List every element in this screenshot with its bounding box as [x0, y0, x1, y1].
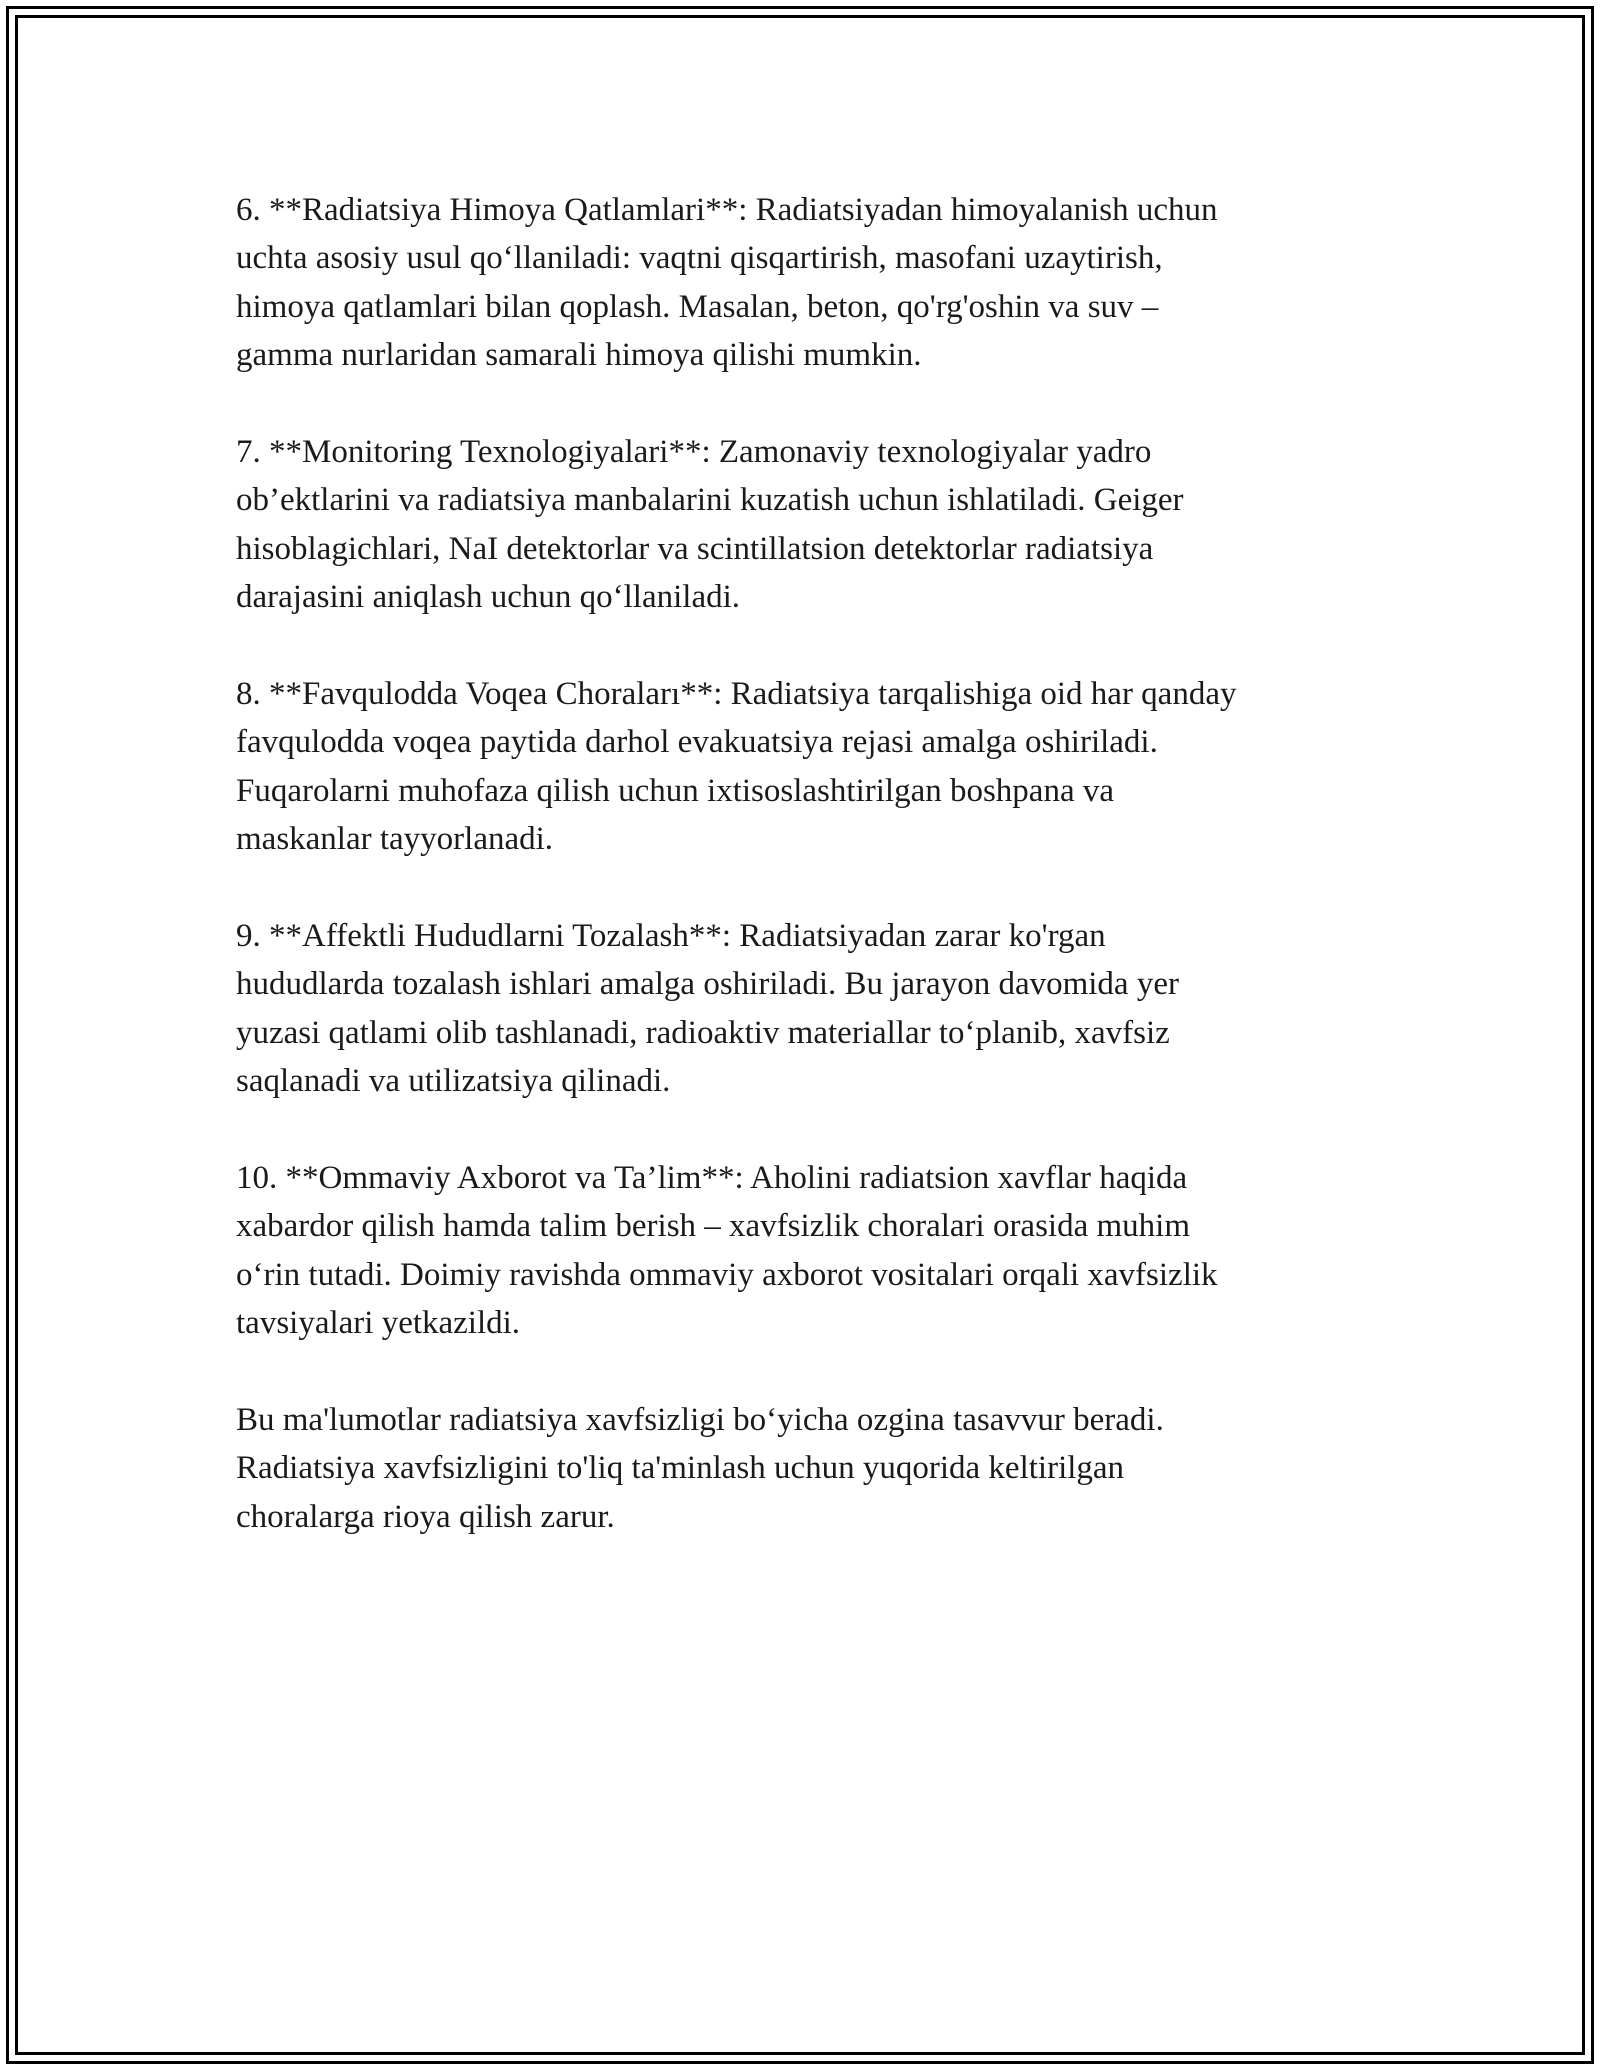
document-body	[236, 186, 1396, 1590]
paragraph-public-information-education: 10. **Ommaviy Axborot va Ta’lim**: Aholini radiatsion xavflar haqida xabardor qilish hamda talim berish – xavfsizlik choralari orasida muhim o‘rin tutadi. Doimiy ravishda ommaviy axborot vositalari orqali xavfsizlik tavsiyalari yetkazildi.	[236, 1160, 1218, 1342]
paragraph-monitoring-technologies: 7. **Monitoring Texnologiyalari**: Zamonaviy texnologiyalar yadro ob’ektlarini va radiatsiya manbalarini kuzatish uchun ishlatiladi. Geiger hisoblagichlari, NaI detektorlar va scintillatsion detektorlar radiatsiya darajasini aniqlash uchun qo‘llaniladi.	[236, 434, 1184, 616]
paragraph-conclusion: Bu ma'lumotlar radiatsiya xavfsizligi bo‘yicha ozgina tasavvur beradi. Radiatsiya xavfsizligini to'liq ta'minlash uchun yuqorida keltirilgan choralarga rioya qilish zarur.	[236, 1402, 1164, 1535]
paragraph-area-decontamination: 9. **Affektli Hududlarni Tozalash**: Radiatsiyadan zarar ko'rgan hududlarda tozalash ishlari amalga oshiriladi. Bu jarayon davomida yer yuzasi qatlami olib tashlanadi, radioaktiv materiallar to‘planib, xavfsiz saqlanadi va utilizatsiya qilinadi.	[236, 918, 1179, 1100]
paragraph-radiation-protection-layers: 6. **Radiatsiya Himoya Qatlamlari**: Radiatsiyadan himoyalanish uchun uchta asosiy usul qo‘llaniladi: vaqtni qisqartirish, masofani uzaytirish, himoya qatlamlari bilan qoplash. Masalan, beton, qo'rg'oshin va suv – gamma nurlaridan samarali himoya qilishi mumkin.	[236, 192, 1218, 374]
paragraph-emergency-measures: 8. **Favqulodda Voqea Choraları**: Radiatsiya tarqalishiga oid har qanday favqulodda voqea paytida darhol evakuatsiya rejasi amalga oshiriladi. Fuqarolarni muhofaza qilish uchun ixtisoslashtirilgan boshpana va maskanlar tayyorlanadi.	[236, 676, 1237, 858]
